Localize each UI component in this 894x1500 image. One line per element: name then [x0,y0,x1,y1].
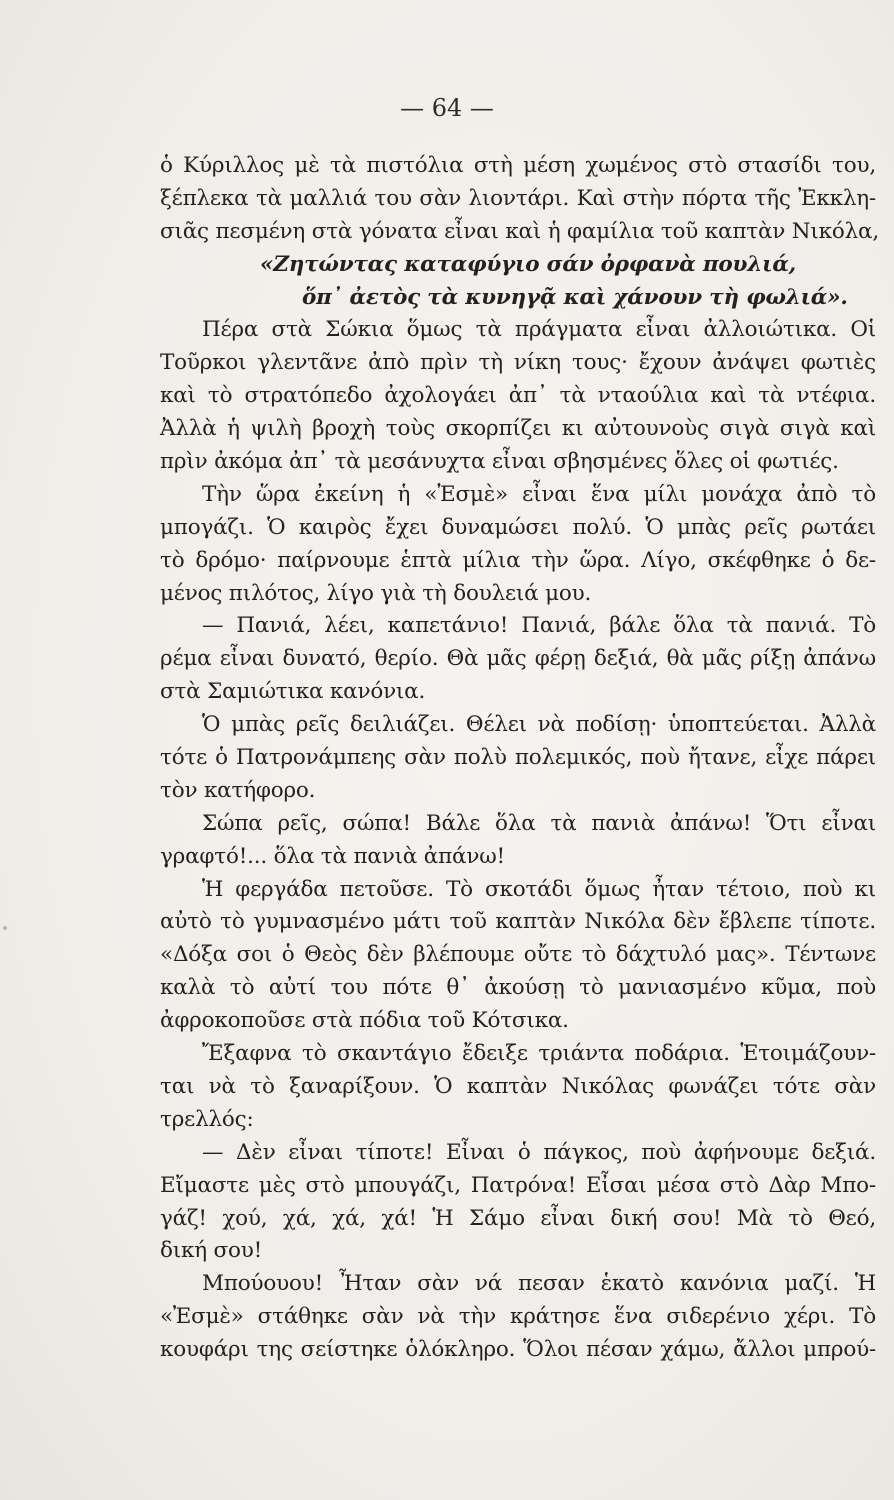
text-line: «Ἐσμὲ» στάθηκε σὰν νὰ τὴν κράτησε ἕνα σιδερένιο χέρι. Τὸ [160,1304,876,1330]
text-line: ται νὰ τὸ ξαναρίξουν. Ὁ καπτὰν Νικόλας φωνάζει τότε σὰν [160,1073,876,1099]
text-line: γραφτό!... ὅλα τὰ πανιὰ ἀπάνω! [160,843,505,869]
text-line: — Δὲν εἶναι τίποτε! Εἶναι ὁ πάγκος, ποὺ ἀφήνουμε δεξιά. [202,1139,876,1165]
body-text [160,150,879,1367]
text-line: τὸν κατήφορο. [160,777,316,803]
text-line: Μπούουου! Ἦταν σὰν νά πεσαν ἑκατὸ κανόνια μαζί. Ἡ [202,1271,876,1297]
text-line: Τὴν ὥρα ἐκείνη ἡ «Ἐσμὲ» εἶναι ἕνα μίλι μονάχα ἀπὸ τὸ [202,481,876,507]
text-line: ἀφροκοποῦσε στὰ πόδια τοῦ Κότσικα. [160,1008,569,1034]
text-line: τὸ δρόμο· παίρνουμε ἑπτὰ μίλια τὴν ὥρα. Λίγο, σκέφθηκε ὁ δε- [160,547,876,573]
text-line: καὶ τὸ στρατόπεδο ἀχολογάει ἀπ᾿ τὰ νταούλια καὶ τὰ ντέφια. [160,383,876,409]
text-line: Τοῦρκοι γλεντᾶνε ἀπὸ πρὶν τὴ νίκη τους· ἔχουν ἀνάψει φωτιὲς [160,350,876,376]
text-line: Σώπα ρεῖς, σώπα! Βάλε ὅλα τὰ πανιὰ ἀπάνω! Ὅτι εἶναι [202,810,876,836]
text-line: Πέρα στὰ Σώκια ὅμως τὰ πράγματα εἶναι ἀλλοιώτικα. Οἱ [202,317,876,343]
text-line: καλὰ τὸ αὐτί του πότε θ᾿ ἀκούσῃ τὸ μανιασμένο κῦμα, ποὺ [160,975,876,1001]
text-line: ὁ Κύριλλος μὲ τὰ πιστόλια στὴ μέση χωμένος στὸ στασίδι του, [160,153,876,178]
text-line: σιᾶς πεσμένη στὰ γόνατα εἶναι καὶ ἡ φαμίλια τοῦ καπτὰν Νικόλα, [160,218,879,244]
verse-line: «Ζητώντας καταφύγιο σάν ὀρφανὰ πουλιά, [260,251,796,277]
text-line: «Δόξα σοι ὁ Θεὸς δὲν βλέπουμε οὔτε τὸ δάχτυλό μας». Τέντωνε [160,942,876,968]
text-line: — Πανιά, λέει, καπετάνιο! Πανιά, βάλε ὅλα τὰ πανιά. Τὸ [202,613,876,639]
text-line: γάζ! χού, χά, χά, χά! Ἡ Σάμο εἶναι δική σου! Μὰ τὸ Θεό, [160,1205,876,1231]
paper-speck [3,926,7,930]
text-line: αὐτὸ τὸ γυμνασμένο μάτι τοῦ καπτὰν Νικόλα δὲν ἔβλεπε τίποτε. [160,909,876,935]
text-line: Ὁ μπὰς ρεῖς δειλιάζει. Θέλει νὰ ποδίσῃ· ὑποπτεύεται. Ἀλλὰ [202,712,876,738]
text-line: μένος πιλότος, λίγο γιὰ τὴ δουλειά μου. [160,580,592,606]
text-line: πρὶν ἀκόμα ἀπ᾿ τὰ μεσάνυχτα εἶναι σβησμένες ὅλες οἱ φωτιές. [160,449,839,475]
text-line: ρέμα εἶναι δυνατό, θερίο. Θὰ μᾶς φέρῃ δεξιά, θὰ μᾶς ρίξῃ ἀπάνω [160,646,876,672]
verse-line: ὅπ᾿ ἀετὸς τὰ κυνηγᾷ καὶ χάνουν τὴ φωλιά». [302,284,848,310]
text-line: στὰ Σαμιώτικα κανόνια. [160,679,426,705]
text-line: δική σου! [160,1238,263,1264]
page-number: — 64 — [400,94,494,122]
text-line: τότε ὁ Πατρονάμπεης σὰν πολὺ πολεμικός, ποὺ ἤτανε, εἶχε πάρει [160,745,876,771]
text-line: τρελλός: [160,1106,254,1132]
text-line: ξέπλεκα τὰ μαλλιά του σὰν λιοντάρι. Καὶ στὴν πόρτα τῆς Ἐκκλη- [160,185,876,211]
text-line: Ἀλλὰ ἡ ψιλὴ βροχὴ τοὺς σκορπίζει κι αὐτουνοὺς σιγὰ σιγὰ καὶ [160,416,876,442]
text-line: κουφάρι της σείστηκε ὁλόκληρο. Ὅλοι πέσαν χάμω, ἄλλοι μπρού- [160,1337,876,1363]
text-line: Ἔξαφνα τὸ σκαντάγιο ἔδειξε τριάντα ποδάρια. Ἑτοιμάζουν- [202,1041,876,1067]
text-line: Ἡ φεργάδα πετοῦσε. Τὸ σκοτάδι ὅμως ἦταν τέτοιο, ποὺ κι [202,876,876,902]
text-line: μπογάζι. Ὁ καιρὸς ἔχει δυναμώσει πολύ. Ὁ μπὰς ρεῖς ρωτάει [160,514,876,540]
text-line: Εἴμαστε μὲς στὸ μπουγάζι, Πατρόνα! Εἶσαι μέσα στὸ Δὰρ Μπο- [160,1172,876,1198]
